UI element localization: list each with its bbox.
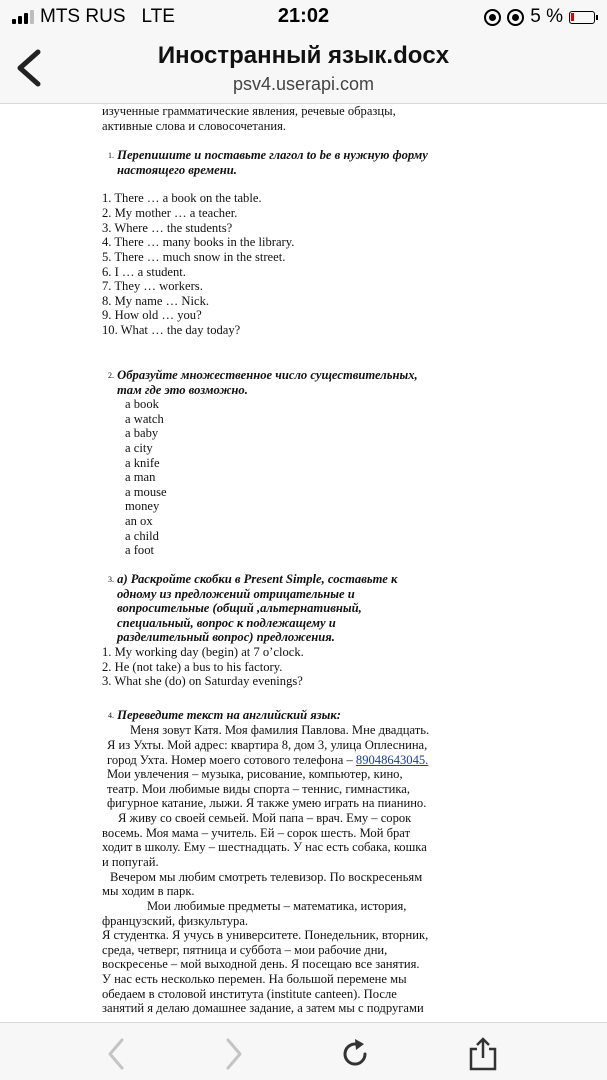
task1-item: 3. Where … the students? <box>102 221 233 235</box>
task3-heading-line: специальный, вопрос к подлежащему и <box>117 616 336 630</box>
phone-link[interactable]: 89048643045. <box>355 753 429 767</box>
task4-line: Меня зовут Катя. Моя фамилия Павлова. Мне двадцать. <box>130 723 430 737</box>
task1-item: 8. My name … Nick. <box>102 294 210 308</box>
task4-line: ходит в школу. Ему – шестнадцать. У нас есть собака, кошка <box>102 840 427 854</box>
task4-line: мы ходим в парк. <box>102 884 195 898</box>
task4-line: и попугай. <box>102 855 159 869</box>
task4-line: Мои увлечения – музыка, рисование, компьютер, кино, <box>107 767 403 781</box>
task2-item: a foot <box>125 543 155 557</box>
intro-line-1: изученные грамматические явления, речевые образцы, <box>102 104 396 118</box>
task4-number: 4. <box>108 711 114 720</box>
task4-line: Я живу со своей семьей. Мой папа – врач. Ему – сорок <box>118 811 412 825</box>
task3-item: 3. What she (do) on Saturday evenings? <box>102 674 303 688</box>
status-time: 21:02 <box>277 5 330 27</box>
battery-percent: 5 % <box>530 6 563 27</box>
task1-number: 1. <box>108 151 114 160</box>
bottom-toolbar <box>0 1022 607 1080</box>
task1-item: 9. How old … you? <box>102 308 202 322</box>
task4-line: Мои любимые предметы – математика, история, <box>147 899 407 913</box>
task4-line: воскресенье – мой выходной день. Я посещаю все занятия. <box>102 957 420 971</box>
task3-heading-line: разделительный вопрос) предложения. <box>117 630 335 644</box>
task1-item: 10. What … the day today? <box>102 323 241 337</box>
task4-line: занятий я делаю домашнее задание, а затем мы с подругами <box>102 1001 424 1015</box>
share-icon <box>466 1037 500 1071</box>
reload-button[interactable] <box>338 1037 372 1071</box>
task4-line: У нас есть несколько перемен. На большой перемене мы <box>102 972 407 986</box>
rotation-lock-icon <box>484 9 501 26</box>
task4-heading: 4. Переведите текст на английский язык: <box>108 708 341 722</box>
task1-heading-line-2: настоящего времени. <box>117 163 237 177</box>
task4-line: обедаем в столовой института (institute canteen). После <box>102 987 397 1001</box>
task1-item: 4. There … many books in the library. <box>102 235 295 249</box>
task4-line: среда, четверг, пятница и суббота – мои рабочие дни, <box>102 943 388 957</box>
task3-item: 2. He (not take) a bus to his factory. <box>102 660 283 674</box>
browser-back-button[interactable] <box>100 1037 134 1071</box>
task1-heading-line-1: 1. Перепишите и поставьте глагол to be в нужную форму <box>108 148 428 162</box>
task4-line: Вечером мы любим смотреть телевизор. По воскресеньям <box>110 870 423 884</box>
document-title: Иностранный язык.docx <box>157 42 450 69</box>
task2-item: a man <box>125 470 156 484</box>
task3-heading-line: одному из предложений отрицательные и <box>117 587 355 601</box>
status-right <box>484 6 595 28</box>
task2-number: 2. <box>108 371 114 380</box>
task1-item: 2. My mother … a teacher. <box>102 206 238 220</box>
task2-item: a knife <box>125 456 160 470</box>
task2-heading-line-1: 2. Образуйте множественное число существительных, <box>108 368 418 382</box>
task1-item: 6. I … a student. <box>102 265 186 279</box>
chevron-right-icon <box>216 1037 250 1071</box>
task2-item: a mouse <box>125 485 167 499</box>
task4-line: французский, физкультура. <box>102 914 249 928</box>
chevron-left-icon <box>100 1037 134 1071</box>
task2-item: a baby <box>125 426 159 440</box>
task2-item: an ox <box>125 514 153 528</box>
reload-icon <box>338 1037 372 1071</box>
task4-line: Я студентка. Я учусь в университете. Понедельник, вторник, <box>102 928 429 942</box>
alarm-icon <box>507 9 524 26</box>
task2-item: a child <box>125 529 159 543</box>
task3-item: 1. My working day (begin) at 7 o’clock. <box>102 645 304 659</box>
task3-heading-line-1: 3. a) Раскройте скобки в Present Simple, составьте к <box>108 572 398 586</box>
task4-line-phone: город Ухта. Номер моего сотового телефона – 89048643045. <box>107 753 429 767</box>
task1-item: 5. There … much snow in the street. <box>102 250 286 264</box>
task2-item: a city <box>125 441 153 455</box>
task2-item: a book <box>125 397 159 411</box>
task2-item: money <box>125 499 160 513</box>
task2-heading-line-2: там где это возможно. <box>117 383 248 397</box>
battery-icon <box>569 11 595 24</box>
browser-forward-button[interactable] <box>216 1037 250 1071</box>
task3-number: 3. <box>108 575 114 584</box>
document-source: psv4.userapi.com <box>232 74 375 94</box>
network-type: LTE <box>141 6 175 27</box>
status-bar <box>0 0 607 34</box>
document-view[interactable] <box>0 104 607 1022</box>
task4-line: Я из Ухты. Мой адрес: квартира 8, дом 3, улица Оплеснина, <box>107 738 428 752</box>
task1-item: 7. They … workers. <box>102 279 203 293</box>
task4-line: восемь. Моя мама – учитель. Ей – сорок шесть. Мой брат <box>102 826 411 840</box>
task2-item: a watch <box>125 412 164 426</box>
share-button[interactable] <box>466 1037 500 1071</box>
task1-item: 1. There … a book on the table. <box>102 191 262 205</box>
nav-header <box>0 34 607 104</box>
intro-line-2: активные слова и словосочетания. <box>102 119 287 133</box>
task4-line: фигурное катание, лыжи. Я также умею играть на пианино. <box>107 796 427 810</box>
task3-heading-line: вопросительные (общий ,альтернативный, <box>117 601 362 615</box>
task4-line: театр. Мои любимые виды спорта – теннис, гимнастика, <box>107 782 411 796</box>
carrier-name: MTS RUS <box>40 6 126 27</box>
